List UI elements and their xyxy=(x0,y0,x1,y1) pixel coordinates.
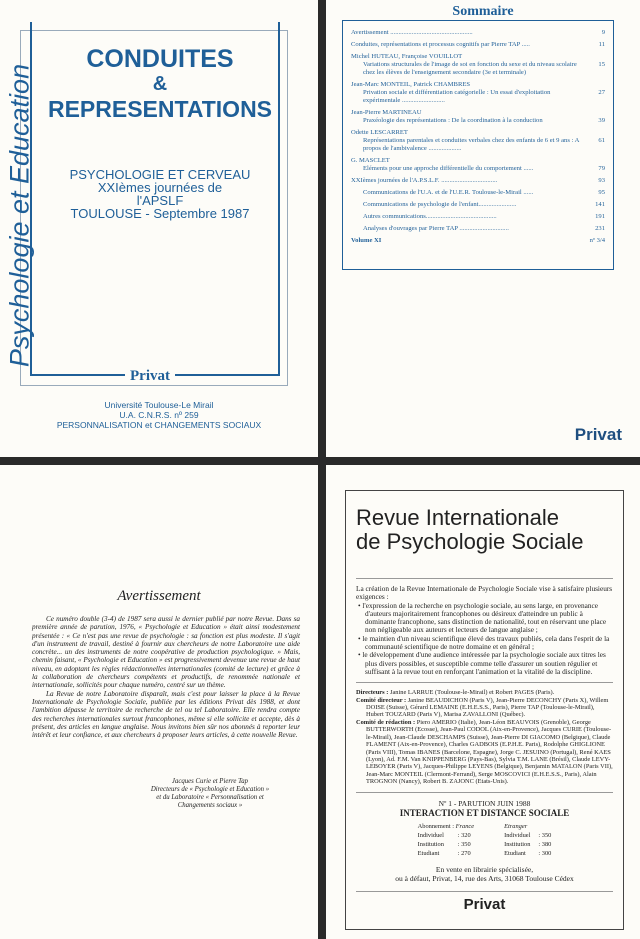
revue-title xyxy=(356,506,613,579)
contents-sub-entry xyxy=(351,201,605,209)
signature-line: Changements sociaux » xyxy=(177,802,243,809)
entry-title: Praxéologie des représentations : De la coordination à la conduction xyxy=(363,117,543,124)
entry-page: 39 xyxy=(598,117,605,124)
signature-line: Directeurs de « Psychologie et Education » xyxy=(150,786,270,793)
contents-title: Sommaire xyxy=(452,4,514,19)
subscription-prices: Abonnement : France Individuel : 320 Institution : 350 Etudiant : 270 Etranger Individuel : 350 Institution : 380 Etudiant : 300 xyxy=(417,822,552,857)
revue-title-2: de Psychologie Sociale xyxy=(356,529,584,554)
revue-ad-page xyxy=(326,465,640,939)
entry-page: 95 xyxy=(598,189,605,196)
issue-theme: INTERACTION ET DISTANCE SOCIALE xyxy=(399,807,570,818)
revue-title-1: Revue Internationale xyxy=(356,505,560,530)
foreword-title: Avertissement xyxy=(117,588,201,604)
committees xyxy=(356,689,613,785)
contents-box xyxy=(342,20,614,270)
subtitle-1: PSYCHOLOGIE ET CERVEAU xyxy=(69,167,251,182)
paragraph: Ce numéro double (3-4) de 1987 sera aussi le dernier publié par notre Revue. Dans sa première année de parution, 1976, « Psychologie et Education » était ainsi modestement présentée : « Ce n'est pas une revue de psychologie : sa fonction est plus modeste. Il s'agit d'un instrument de travail, destiné à fournir aux chercheurs de notre Laboratoire une aide concrète... un des instruments de notre coopérative de production psychologique. » Mais, chemin faisant, « Psychologie et Education » est progressivement devenue une revue de haut niveau, en adoptant les règles rédactionnelles internationales (comité de lecture) et grâce à la collaboration de chercheurs compétents et productifs, de renommée nationale et internationale, sollicités pour chaque numéro, centré sur un thème. xyxy=(32,615,300,690)
entry-title: Représentations parentales et conduites verbales chez des enfants de 6 et 9 ans : A propos de l'ambivalence .................... xyxy=(363,137,580,152)
entry-title: Conduites, représentations et processus cognitifs par Pierre TAP ..... xyxy=(351,41,530,48)
entry-title: Communications de l'U.A. et de l'U.E.R. Toulouse-le-Mirail ...... xyxy=(363,189,534,196)
label: Comité de rédaction : xyxy=(356,718,416,726)
cover-subtitle xyxy=(40,168,280,220)
signature-line: et du Laboratoire « Personnalisation et xyxy=(156,794,264,801)
cover-footer xyxy=(0,400,318,430)
cover-page xyxy=(0,0,318,457)
publisher-logo: Privat xyxy=(574,425,622,444)
contents-entry xyxy=(351,129,605,153)
contents-entry xyxy=(351,81,605,105)
revue-ad-box xyxy=(345,490,624,930)
contents-entry xyxy=(351,29,605,37)
contents-page xyxy=(326,0,640,457)
series-title: Psychologie et Education xyxy=(4,63,35,368)
entry-page: 79 xyxy=(598,165,605,172)
intro-text: La création de la Revue Internationale de Psychologie Sociale vise à satisfaire plusieurs exigences : xyxy=(356,584,613,602)
entry-page: 11 xyxy=(598,41,605,48)
label: Etranger xyxy=(504,822,528,830)
contents-entry xyxy=(351,157,605,173)
bullet-item: • le maintien d'un niveau scientifique élevé des travaux publiés, cela dans l'esprit de la communauté scientifique de notre domaine et en général ; xyxy=(358,633,610,652)
foreword-text xyxy=(32,615,300,739)
sales-line: ou à défaut, Privat, 14, rue des Arts, 31068 Toulouse Cédex xyxy=(395,873,574,883)
title-line-1: CONDUITES xyxy=(86,45,234,73)
publisher-logo: Privat xyxy=(125,368,175,385)
entry-author: G. MASCLET xyxy=(351,157,390,164)
bullet-item: • l'expression de la recherche en psychologie sociale, au sens large, en provenance d'auteurs majoritairement francophones ou désireux d'atteindre un public à dominante francophone, sans distinction de nationalité, tout en réservant une place non négligeable aux auteurs et lecteurs de langue anglaise ; xyxy=(358,600,607,635)
subtitle-3: l'APSLF xyxy=(136,193,184,208)
steering-committee: Janine BEAUDICHON (Paris V), Jean-Pierre DECONCHY (Paris X), Willem DOISE (Suisse), Gérard LEMAINE (E.H.E.S.S., Paris), Pierre TAP (Toulouse-le-Mirail), Hubert TOUZARD (Paris V), Marisa ZAVALLONI (Québec). xyxy=(366,696,609,719)
entry-author: Jean-Pierre MARTINEAU xyxy=(351,109,422,116)
entry-title: XXIèmes journées de l'A.P.S.L.F. .................................. xyxy=(351,177,498,184)
entry-page: 61 xyxy=(598,137,605,144)
contents-sub-entry xyxy=(351,225,605,233)
contents-sub-entry xyxy=(351,213,605,221)
sales-info xyxy=(356,865,613,883)
title-line-2: REPRESENTATIONS xyxy=(47,96,273,122)
entry-page: 231 xyxy=(595,225,605,232)
contents-entry xyxy=(351,109,605,125)
sales-line: En vente en librairie spécialisée, xyxy=(435,864,534,874)
entry-title: Analyses d'ouvrages par Pierre TAP .............................. xyxy=(363,225,509,232)
entry-page: 141 xyxy=(595,201,605,208)
subtitle-4: TOULOUSE - Septembre 1987 xyxy=(70,206,250,221)
signature-line: Jacques Curie et Pierre Tap xyxy=(171,778,249,785)
paragraph: La Revue de notre Laboratoire disparaît, mais c'est pour laisser la place à la Revue Internationale de Psychologie Sociale, publiée par les éditions Privat dès 1988, et dont l'ambition dépasse le territoire de recherche de tel ou tel Laboratoire. Elle rendra compte des recherches internationales surtout francophones, même si elle sollicite et accepte, dès à présent, des articles en langue anglaise. Nous invitons bien sûr nos abonnés à reporter leur intérêt et leur confiance, et aux chercheurs à proposer leurs articles, à cette nouvelle Revue. xyxy=(32,689,300,740)
entry-title: Eléments pour une approche différentielle du comportement ...... xyxy=(363,165,534,172)
footer-2: U.A. C.N.R.S. nº 259 xyxy=(119,410,199,420)
foreword-page xyxy=(0,465,318,939)
signature xyxy=(130,778,290,810)
entry-author: Odette LESCARRET xyxy=(351,129,408,136)
label: Directeurs : xyxy=(356,689,389,697)
entry-page: 93 xyxy=(598,177,605,184)
entry-page: 191 xyxy=(595,213,605,220)
entry-author: Jean-Marc MONTEIL, Patrick CHAMBRES xyxy=(351,81,471,88)
label: Comité directeur : xyxy=(356,696,407,704)
entry-page: 9 xyxy=(601,29,605,36)
entry-title: Avertissement .................................................. xyxy=(351,29,473,36)
footer-1: Université Toulouse-Le Mirail xyxy=(104,400,214,410)
entry-title: Variations structurales de l'image de soi en fonction du sexe et du niveau scolaire chez les élèves de l'enseignement secondaire (3e et terminale) xyxy=(363,61,577,76)
subtitle-2: XXIèmes journées de xyxy=(97,180,223,195)
bullet-item: • le développement d'une audience intéressée par la psychologie sociale aux titres les plus divers possibles, et susceptible comme telle d'assurer un soutien régulier et suffisant à la revue tout en renforçant l'animation et la vitalité de la discipline. xyxy=(358,650,606,676)
editorial-committee: Piero AMERIO (Italie), Jean-Léon BEAUVOIS (Grenoble), George BUTTERWORTH (Ecosse), Jean-Paul CODOL (Aix-en-Provence), Jacques CURIE (Toulouse-le-Mirail), Jean-Claude DESCHAMPS (Suisse), Jean-Pierre DI GIACOMO (Belgique), Claude FLAMENT (Aix-en-Provence), Charles GADBOIS (E.P.H.E. Paris), Rodolphe GHIGLIONE (Paris VIII), Tomas IBANES (Barcelone, Espagne), Jorge C. JESUINO (Portugal), René KAES (Lyon), Ad. F.M. Van KNIPPENBERG (Pays-Bas), Sylvia T.M. LANE (Brésil), Claude LEVY-LEBOYER (Paris V), Jacques-Philippe LEYENS (Belgique), Benjamin MATALON (Paris VII), Jean-Marc MONTEIL (Clermont-Ferrand), Serge MOSCOVICI (E.H.E.S.S., Paris), Alain TROGNON (Nancy), Robert B. ZAJONC (Etats-Unis). xyxy=(366,718,613,786)
title-ampersand: & xyxy=(152,73,168,95)
volume-info xyxy=(351,237,605,245)
issue-number: nº 3/4 xyxy=(589,237,605,244)
revue-intro xyxy=(356,585,613,676)
entry-title: Privation sociale et différentiation catégorielle : Un essai d'exploitation expérimentale .......................... xyxy=(363,89,551,104)
issue-info: Nº 1 - PARUTION JUIN 1988 xyxy=(438,798,531,808)
label: France xyxy=(455,822,475,830)
contents-sub-entry xyxy=(351,189,605,197)
entry-page: 27 xyxy=(598,89,605,96)
label: Abonnement : xyxy=(417,822,455,830)
footer-3: PERSONNALISATION et CHANGEMENTS SOCIAUX xyxy=(56,420,262,430)
entry-page: 15 xyxy=(598,61,605,68)
directors: Janine LARRUE (Toulouse-le-Mirail) et Robert PAGES (Paris). xyxy=(389,689,555,697)
entry-title: Autres communications........................................... xyxy=(363,213,497,220)
contents-entry xyxy=(351,177,605,185)
volume: Volume XI xyxy=(351,237,382,244)
entry-author: Michel HUTEAU, Françoise VOUILLOT xyxy=(351,53,463,60)
entry-title: Communications de psychologie de l'enfant....................... xyxy=(363,201,517,208)
publisher-logo: Privat xyxy=(356,891,613,913)
contents-entry xyxy=(351,41,605,49)
contents-entry xyxy=(351,53,605,77)
